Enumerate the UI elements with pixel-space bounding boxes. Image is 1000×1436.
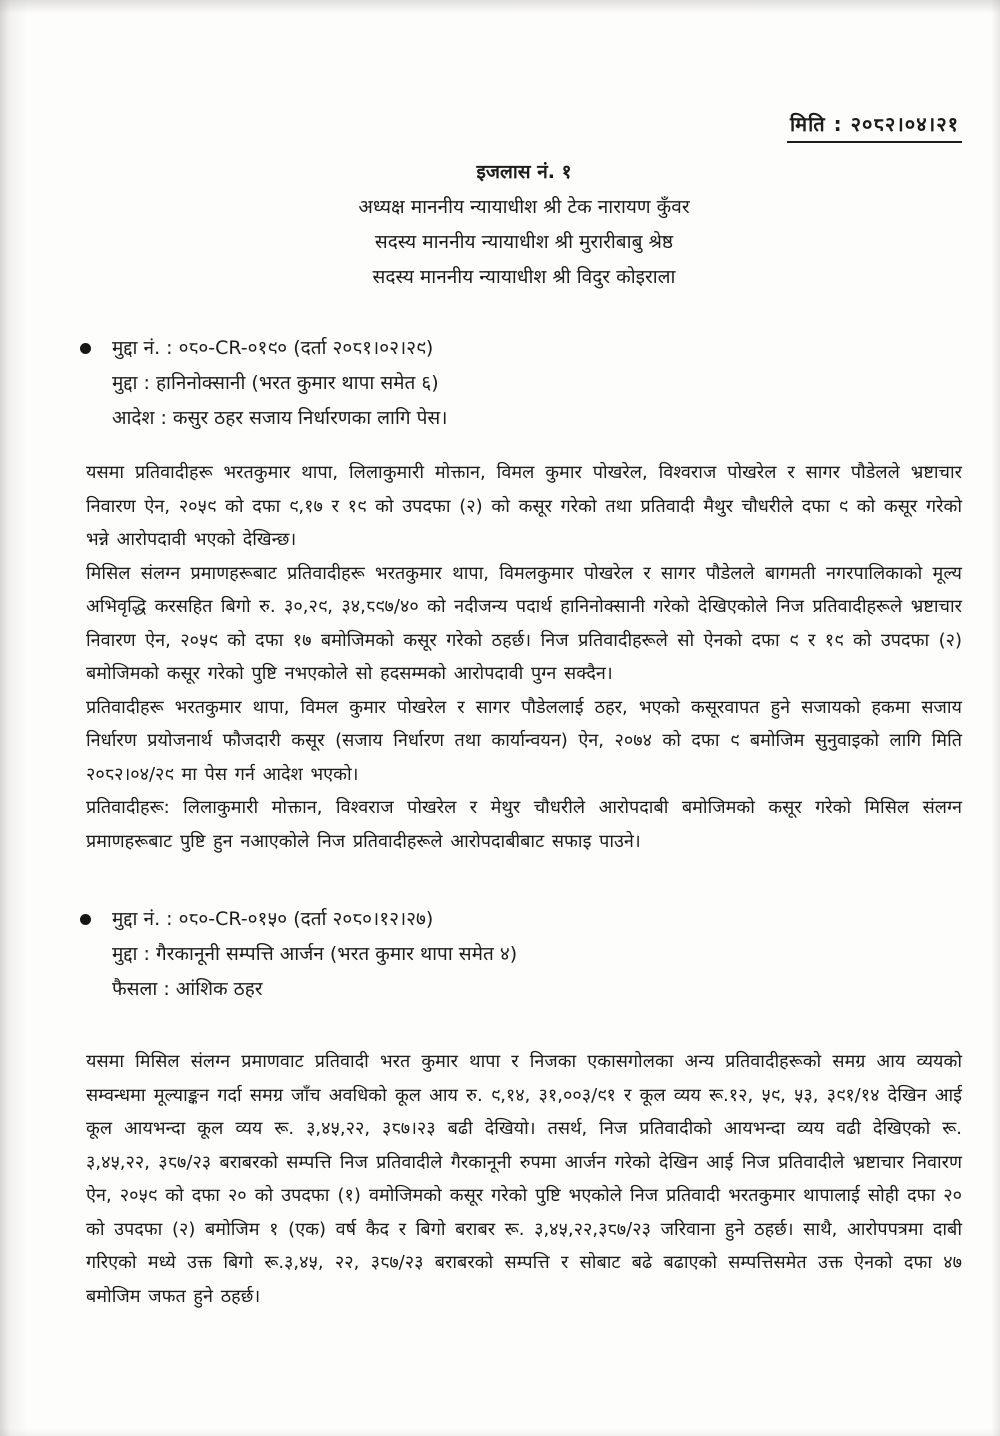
document-date: मिति : २०८२।०४।२१ <box>787 110 962 143</box>
judge-chairperson: अध्यक्ष माननीय न्यायाधीश श्री टेक नारायण कुँवर <box>358 196 690 218</box>
paragraph: यसमा मिसिल संलग्न प्रमाणवाट प्रतिवादी भरत कुमार थापा र निजका एकासगोलका अन्य प्रतिवादीहरूको समग्र आय व्ययको सम्वन्धमा मूल्याङ्कन गर्दा समग्र जाँच अवधिको कूल आय रु. ९,१४, ३१,००३/९१ र कूल व्यय रू.१२, ५९, ५३, ३९१/१४ देखिन आई कूल आयभन्दा कूल व्यय रू. ३,४५,२२, ३८७।२३ बढी देखियो। तसर्थ, निज प्रतिवादीको आयभन्दा व्यय वढी देखिएको रू. ३,४५,२२, ३८७/२३ बराबरको सम्पत्ति निज प्रतिवादीले गैरकानूनी रुपमा आर्जन गरेको देखिन आई निज प्रतिवादीले भ्रष्टाचार निवारण ऐन, २०५९ को दफा २० को उपदफा (१) वमोजिमको कसूर गरेको पुष्टि भएकोले निज प्रतिवादी भरतकुमार थापालाई सोही दफा २० को उपदफा (२) बमोजिम १ (एक) वर्ष कैद र बिगो बराबर रू. ३,४५,२२,३८७/२३ जरिवाना हुने ठहर्छ। साथै, आरोपपत्रमा दाबी गरिएको मध्ये उक्त बिगो रू.३,४५, २२, ३८७/२३ बराबरको सम्पत्ति र सोबाट बढे बढाएको सम्पत्तिसमेत उक्त ऐनको दफा ४७ बमोजिम जफत हुने ठहर्छ। <box>86 1051 962 1307</box>
judge-member-2: सदस्य माननीय न्यायाधीश श्री विदुर कोइराला <box>372 266 676 288</box>
paragraph: प्रतिवादीहरू भरतकुमार थापा, विमल कुमार पोखरेल र सागर पौडेललाई ठहर, भएको कसूरवापत हुने सजायको हकमा सजाय निर्धारण प्रयोजनार्थ फौजदारी कसूर (सजाय निर्धारण तथा कार्यान्वयन) ऐन, २०७४ को दफा ९ बमोजिम सुनुवाइको लागि मिति २०८२।०४/२९ मा पेस गर्न आदेश भएको। <box>86 696 962 785</box>
case-meta-1 <box>86 331 962 436</box>
date-row <box>86 110 962 143</box>
case-decision-line: आदेश : कसुर ठहर सजाय निर्धारणका लागि पेस। <box>112 407 448 429</box>
case-number-line: मुद्दा नं. : ०८०-CR-०१९० (दर्ता २०८१।०२।२९) <box>112 337 434 359</box>
case-decision-line: फैसला : आंशिक ठहर <box>112 978 263 1000</box>
case-section-1 <box>86 331 962 858</box>
bullet-icon <box>80 914 91 925</box>
case-subject-line: मुद्दा : गैरकानूनी सम्पत्ति आर्जन (भरत कुमार थापा समेत ४) <box>112 943 518 965</box>
case-subject-line: मुद्दा : हानिनोक्सानी (भरत कुमार थापा समेत ६) <box>112 372 439 394</box>
case-body-1 <box>86 456 962 858</box>
case-number-line: मुद्दा नं. : ०८०-CR-०१५० (दर्ता २०८०।१२।२७) <box>112 908 434 930</box>
paragraph: मिसिल संलग्न प्रमाणहरूबाट प्रतिवादीहरू भरतकुमार थापा, विमलकुमार पोखरेल र सागर पौडेलले बागमती नगरपालिकाको मूल्य अभिवृद्धि करसहित बिगो रु. ३०,२९, ३४,८९७/४० को नदीजन्य पदार्थ हानिनोक्सानी गरेको देखिएकोले निज प्रतिवादीहरूले भ्रष्टाचार निवारण ऐन, २०५९ को दफा १७ बमोजिमको कसूर गरेको ठहर्छ। निज प्रतिवादीहरूले सो ऐनको दफा ९ र १९ को उपदफा (२) बमोजिमको कसूर गरेको पुष्टि नभएकोले सो हदसम्मको आरोपदावी पुग्न सक्दैन। <box>86 562 962 684</box>
case-section-2 <box>86 902 962 1313</box>
paragraph: यसमा प्रतिवादीहरू भरतकुमार थापा, लिलाकुमारी मोक्तान, विमल कुमार पोखरेल, विश्वराज पोखरेल र सागर पौडेलले भ्रष्टाचार निवारण ऐन, २०५९ को दफा ९,१७ र १९ को उपदफा (२) को कसूर गरेको तथा प्रतिवादी मैथुर चौधरीले दफा ९ को कसूर गरेको भन्ने आरोपदावी भएको देखिन्छ। <box>86 462 962 550</box>
bench-header <box>86 155 962 295</box>
paragraph: प्रतिवादीहरू: लिलाकुमारी मोक्तान, विश्वराज पोखरेल र मेथुर चौधरीले आरोपदाबी बमोजिमको कसूर गरेको मिसिल संलग्न प्रमाणहरूबाट पुष्टि हुन नआएकोले निज प्रतिवादीहरूले आरोपदाबीबाट सफाइ पाउने। <box>86 797 962 852</box>
judge-member-1: सदस्य माननीय न्यायाधीश श्री मुरारीबाबु श्रेष्ठ <box>374 231 674 253</box>
case-meta-2 <box>86 902 962 1007</box>
bench-number: इजलास नं. १ <box>476 161 572 183</box>
bullet-icon <box>80 343 91 354</box>
case-body-2 <box>86 1045 962 1313</box>
